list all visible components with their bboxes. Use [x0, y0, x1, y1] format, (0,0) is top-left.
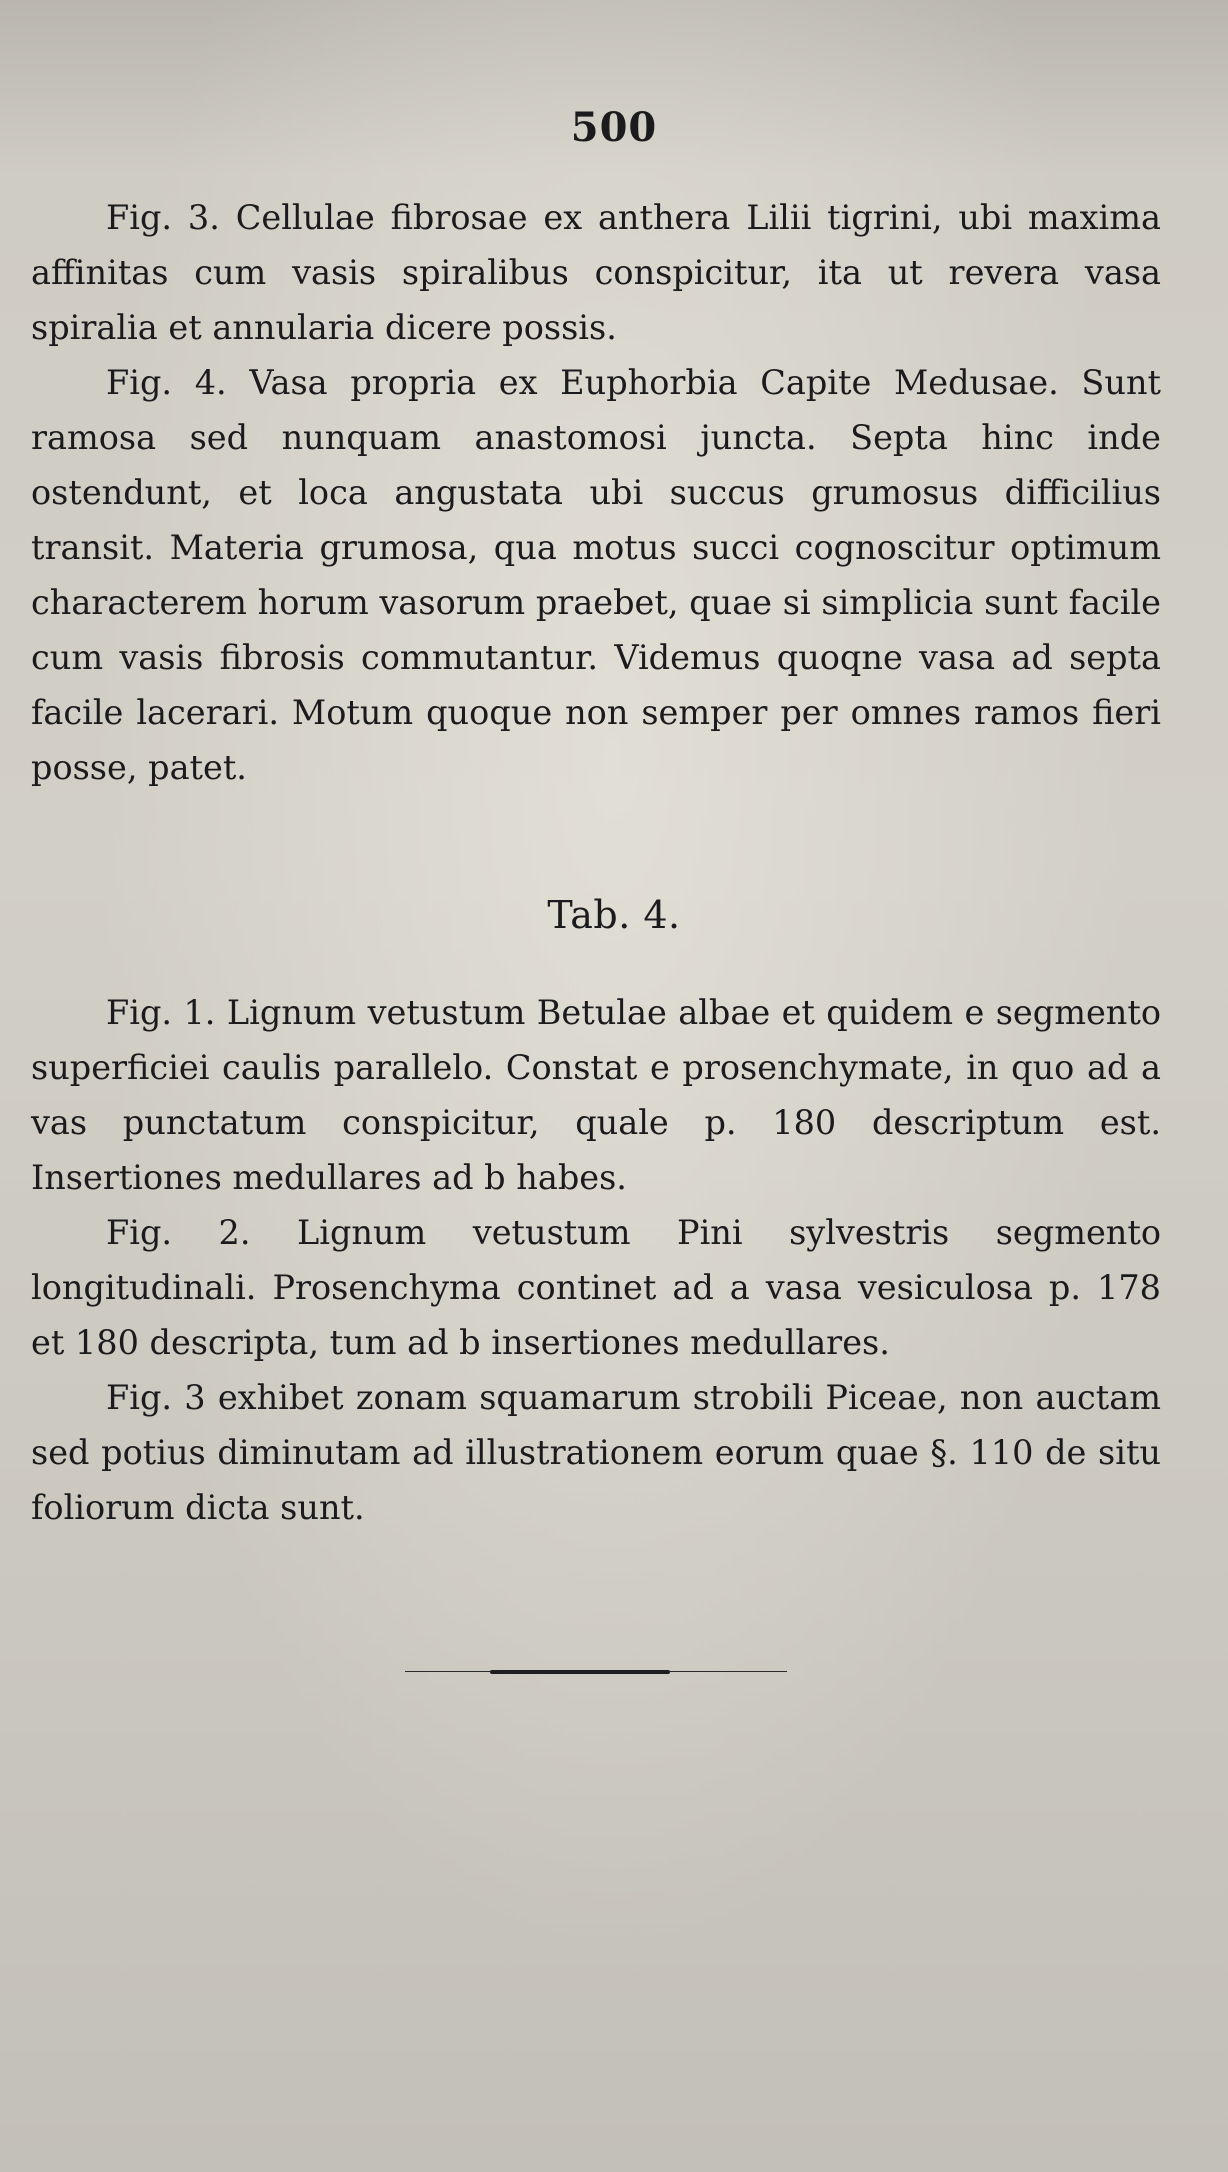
figure-descriptions-tab-3 — [31, 190, 1161, 795]
section-heading-label: Tab. 4. — [547, 893, 681, 937]
rule-thick-line — [490, 1670, 670, 1674]
paragraph-fig-1: Fig. 1. Lignum vetustum Betulae albae et quidem e segmento superficiei caulis parallelo. Constat e prosenchymate, in quo ad a vas punctatum conspicitur, quale p. 180 descriptum est. Insertiones medullares ad b habes. — [31, 993, 1161, 1197]
end-rule-divider — [405, 1669, 787, 1675]
section-heading — [0, 893, 1228, 937]
paragraph-fig-4: Fig. 4. Vasa propria ex Euphorbia Capite Medusae. Sunt ramosa sed nunquam anastomosi juncta. Septa hinc inde ostendunt, et loca angustata ubi succus grumosus difficilius transit. Materia grumosa, qua motus succi cognoscitur optimum characterem horum vasorum praebet, quae si simplicia sunt facile cum vasis fibrosis commutantur. Videmus quoqne vasa ad septa facile lacerari. Motum quoque non semper per omnes ramos fieri posse, patet. — [31, 363, 1161, 787]
figure-descriptions-tab-4 — [31, 985, 1161, 1535]
paragraph-fig-2: Fig. 2. Lignum vetustum Pini sylvestris segmento longitudinali. Prosenchyma continet ad a vasa vesiculosa p. 178 et 180 descripta, tum ad b insertiones medullares. — [31, 1213, 1161, 1362]
page-number: 500 — [570, 104, 658, 151]
paragraph-fig-3-tab-4: Fig. 3 exhibet zonam squamarum strobili Piceae, non auctam sed potius diminutam ad illustrationem eorum quae §. 110 de situ foliorum dicta sunt. — [31, 1378, 1161, 1527]
paragraph-fig-3: Fig. 3. Cellulae fibrosae ex anthera Lilii tigrini, ubi maxima affinitas cum vasis spiralibus conspicitur, ita ut revera vasa spiralia et annularia dicere possis. — [31, 198, 1161, 347]
